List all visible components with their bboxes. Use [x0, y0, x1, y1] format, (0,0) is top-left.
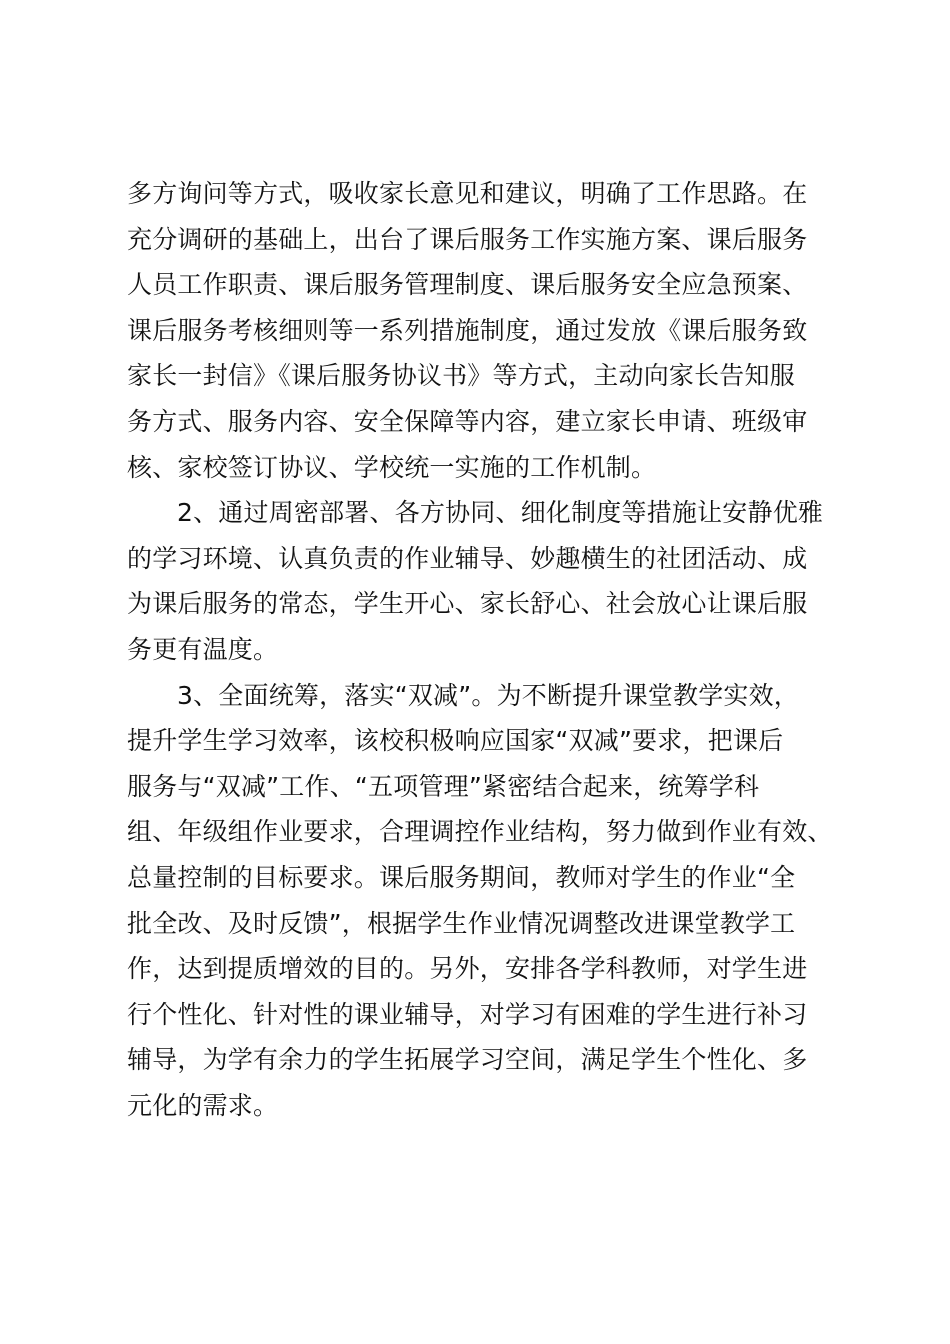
paragraph-line: 充分调研的基础上，出台了课后服务工作实施方案、课后服务 [127, 224, 808, 254]
paragraph-line: 服务与“双减”工作、“五项管理”紧密结合起来，统筹学科 [127, 771, 760, 801]
paragraph-line: 作，达到提质增效的目的。另外，安排各学科教师，对学生进 [127, 954, 808, 984]
paragraph-1 [127, 171, 847, 490]
document-body [127, 171, 847, 1128]
paragraph-line: 务方式、服务内容、安全保障等内容，建立家长申请、班级审 [127, 406, 808, 436]
paragraph-line: 课后服务考核细则等一系列措施制度，通过发放《课后服务致 [127, 315, 808, 345]
paragraph-line: 的学习环境、认真负责的作业辅导、妙趣横生的社团活动、成 [127, 543, 808, 573]
paragraph-line: 为课后服务的常态，学生开心、家长舒心、社会放心让课后服 [127, 589, 808, 619]
paragraph-line: 核、家校签订协议、学校统一实施的工作机制。 [127, 452, 657, 482]
paragraph-line: 辅导，为学有余力的学生拓展学习空间，满足学生个性化、多 [127, 1045, 808, 1075]
paragraph-line: 人员工作职责、课后服务管理制度、课后服务安全应急预案、 [127, 270, 808, 300]
paragraph-line: 行个性化、针对性的课业辅导，对学习有困难的学生进行补习 [127, 999, 808, 1029]
paragraph-line: 元化的需求。 [127, 1090, 279, 1120]
paragraph-line: 提升学生学习效率，该校积极响应国家“双减”要求，把课后 [127, 726, 784, 756]
paragraph-line: 批全改、及时反馈”，根据学生作业情况调整改进课堂教学工 [127, 908, 796, 938]
paragraph-3 [127, 673, 847, 1129]
paragraph-line: 2、通过周密部署、各方协同、细化制度等措施让安静优雅 [177, 498, 824, 528]
paragraph-line: 组、年级组作业要求，合理调控作业结构，努力做到作业有效、 [127, 817, 833, 847]
paragraph-line: 务更有温度。 [127, 634, 279, 664]
paragraph-2 [127, 490, 847, 672]
paragraph-line: 家长一封信》《课后服务协议书》等方式，主动向家长告知服 [127, 361, 795, 391]
paragraph-line: 多方询问等方式，吸收家长意见和建议，明确了工作思路。在 [127, 179, 808, 208]
paragraph-line: 总量控制的目标要求。课后服务期间，教师对学生的作业“全 [127, 862, 796, 892]
paragraph-line: 3、全面统筹，落实“双减”。为不断提升课堂教学实效， [177, 680, 800, 710]
